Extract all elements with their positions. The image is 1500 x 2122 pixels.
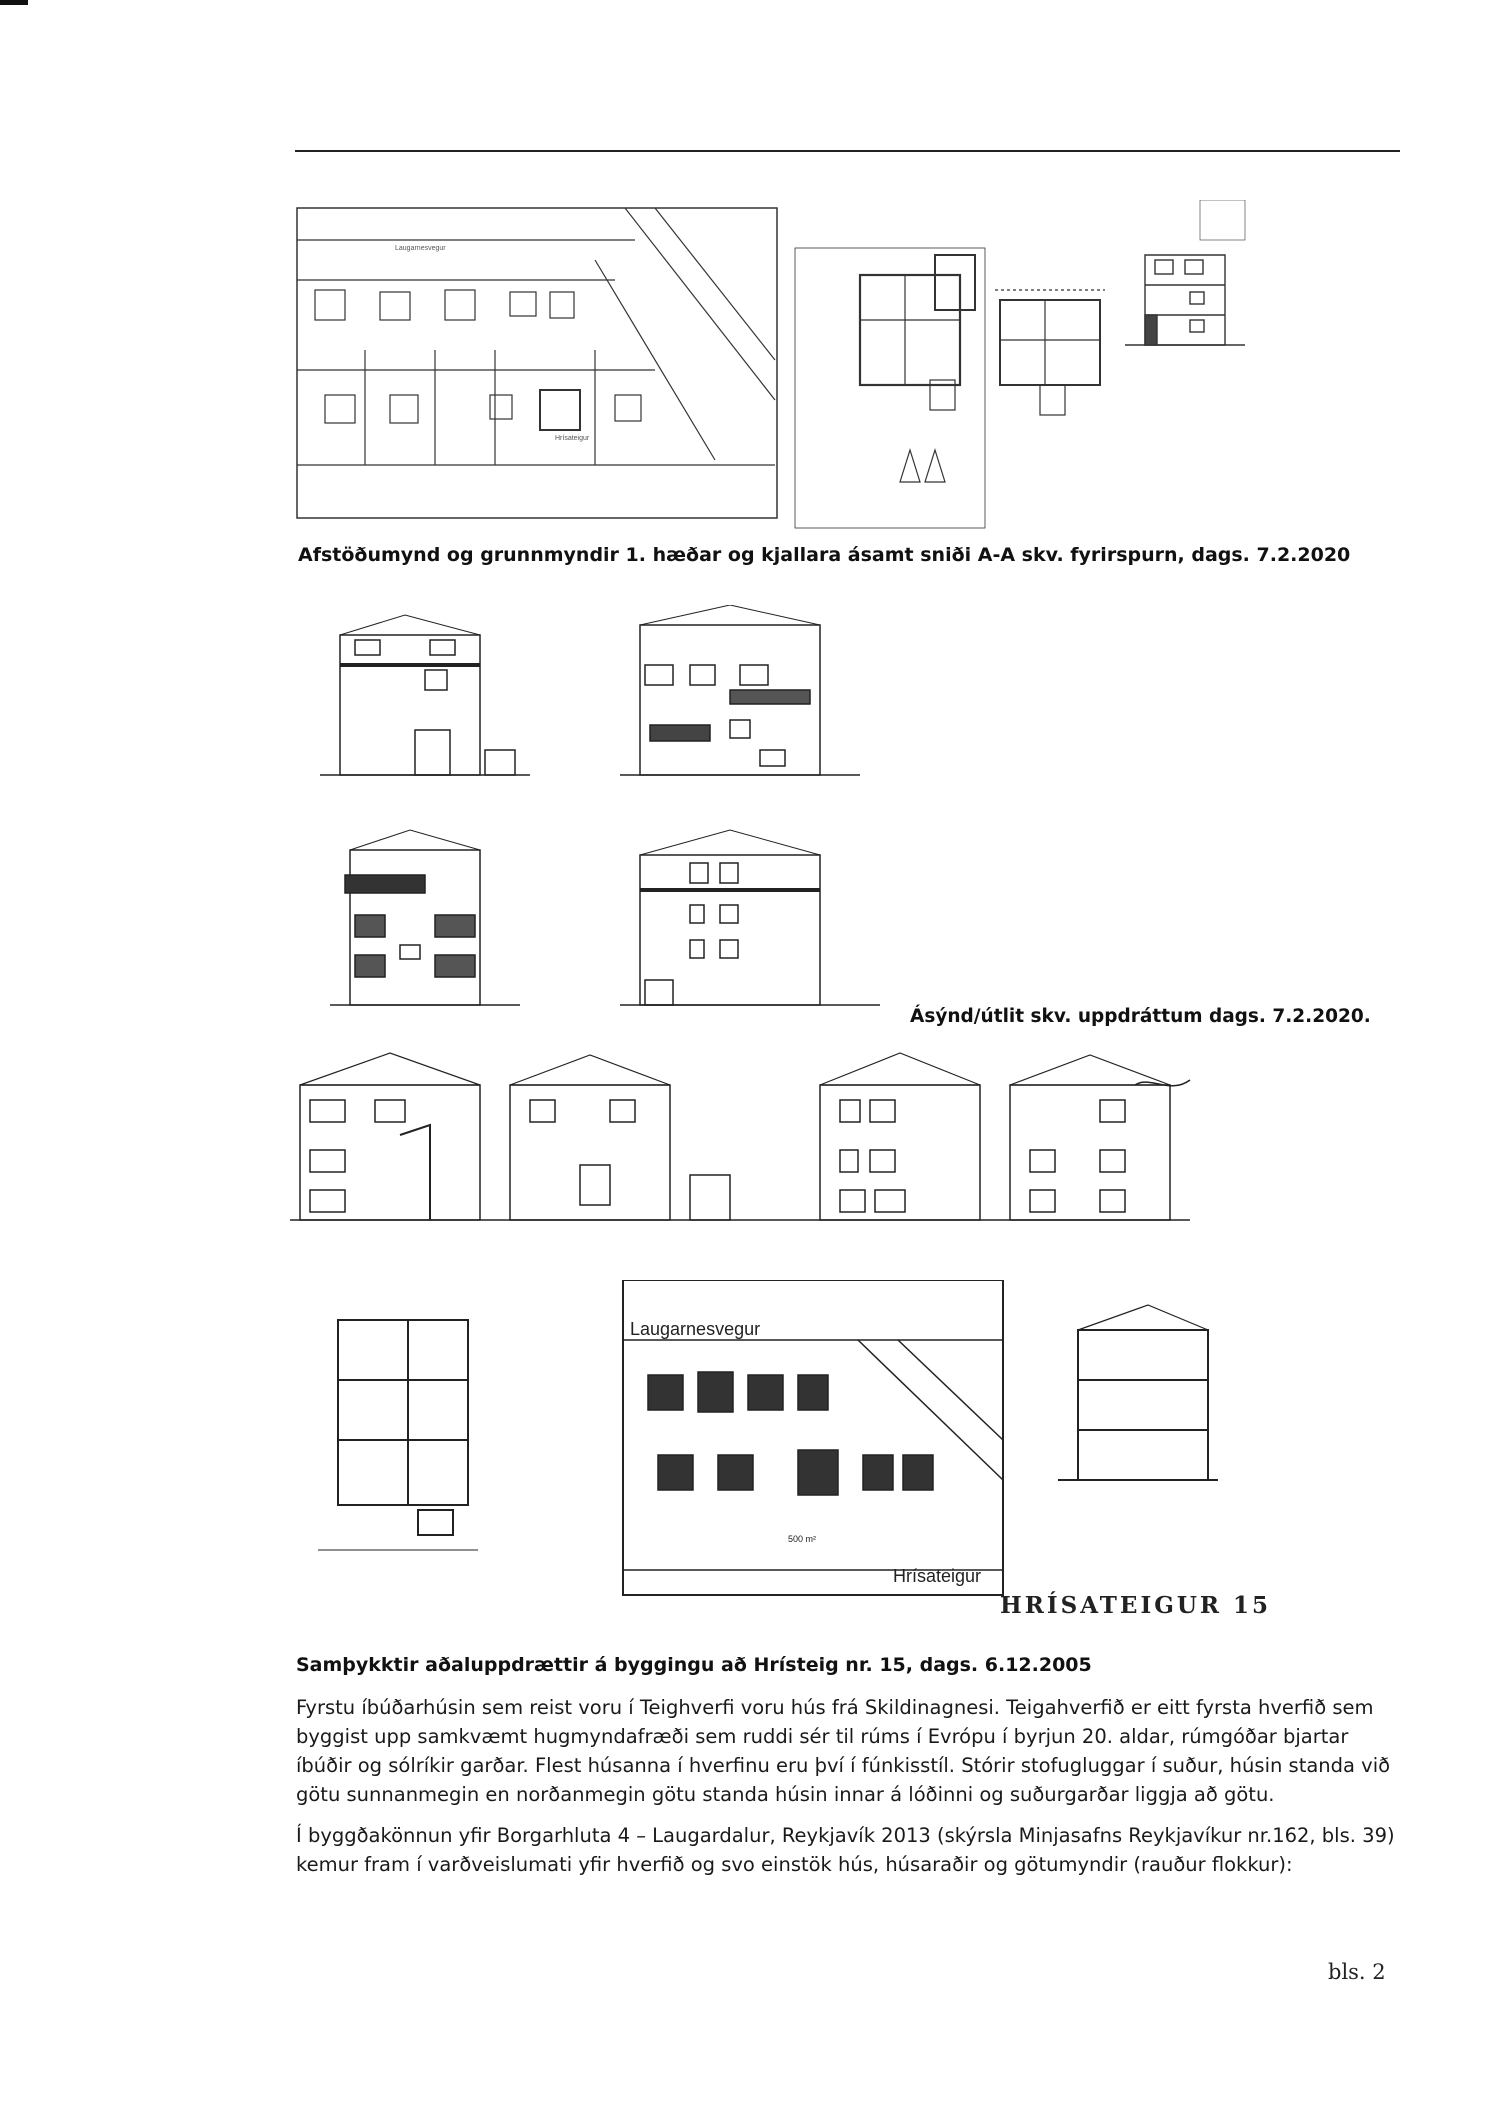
- title-block-label: HRÍSATEIGUR 15: [1000, 1592, 1272, 1619]
- approved-street-north: Laugarnesvegur: [630, 1319, 761, 1339]
- top-drawings: [295, 200, 1405, 530]
- paragraph-1: Fyrstu íbúðarhúsin sem reist voru í Teighverfi voru hús frá Skildinagnesi. Teigahverfið er eitt fyrsta hverfið sem byggist upp samkvæmt hugmyndafræði sem ruddi sér til rúms í Evrópu í byrjun 20. aldar, rúmgóðar bjartar íbúðir og sólríkir garðar. Flest húsanna í hverfinu eru því í fúnkisstíl. Stórir stofugluggar í suður, húsin standa við götu sunnanmegin en norðanmegin götu standa húsin innar á lóðinni og suðurgarðar liggja að götu.: [296, 1696, 1391, 1806]
- approved-drawings: [318, 1280, 1218, 1610]
- caption-approved: Samþykktir aðaluppdrættir á byggingu að Hrísteig nr. 15, dags. 6.12.2005: [296, 1654, 1092, 1676]
- header-rule: [295, 150, 1400, 152]
- caption-site-plan: Afstöðumynd og grunnmyndir 1. hæðar og kjallara ásamt sniði A-A skv. fyrirspurn, dags. 7.2.2020: [298, 544, 1351, 566]
- approved-section: [1058, 1305, 1218, 1480]
- floor-plan-1: [795, 248, 985, 528]
- elevations-2020: [320, 605, 880, 1035]
- site-plan-street-label: Laugarnesvegur: [395, 245, 446, 252]
- paragraph-2: Í byggðakönnun yfir Borgarhluta 4 – Laugardalur, Reykjavík 2013 (skýrsla Minjasafns Reykjavíkur nr.162, bls. 39) kemur fram í varðveislumati yfir hverfið og svo einstök hús, húsaraðir og götumyndir (rauður flokkur):: [296, 1824, 1395, 1876]
- section-a-a: [1125, 200, 1245, 345]
- page-number: bls. 2: [1328, 1960, 1386, 1984]
- caption-elevations: Ásýnd/útlit skv. uppdráttum dags. 7.2.2020.: [910, 1006, 1371, 1027]
- site-plan-drawing: [297, 208, 777, 518]
- scan-edge-mark: [0, 0, 28, 5]
- floor-plan-2: [995, 290, 1105, 415]
- approved-street-south: Hrísateigur: [893, 1566, 982, 1586]
- approved-area-label: 500 m²: [788, 1534, 817, 1544]
- elevations-2005: [290, 1045, 1210, 1235]
- body-text: [296, 1693, 1396, 1891]
- site-plan-street-label-south: Hrísateigur: [555, 435, 590, 442]
- approved-floor-plan: [318, 1320, 478, 1550]
